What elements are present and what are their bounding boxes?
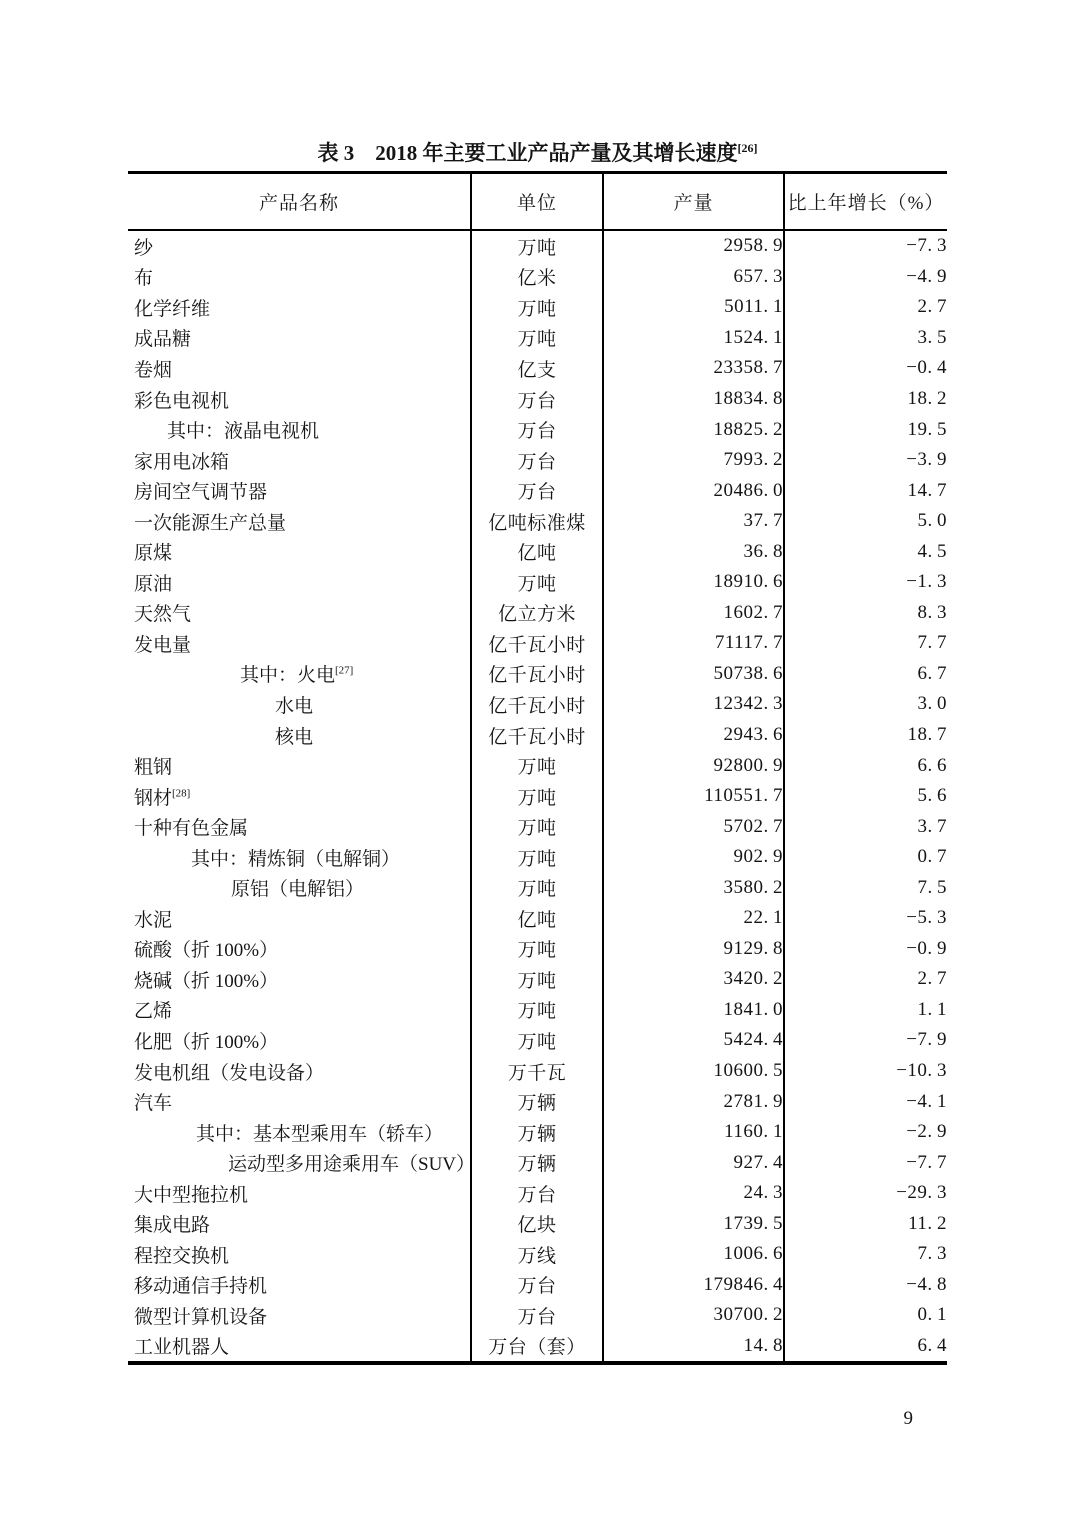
growth-cell: 19. 5 [907,418,947,440]
table-row [128,1056,947,1087]
growth-cell: 8. 3 [917,601,947,623]
unit-cell: 亿吨标准煤 [471,506,603,537]
header-product-name: 产品名称 [128,173,471,231]
table-row [128,1147,947,1178]
table-row [128,964,947,995]
product-name-cell [128,1239,471,1270]
output-cell: 7993. 2 [603,445,784,476]
output-cell: 18825. 2 [603,414,784,445]
product-name: 化学纤维 [134,298,211,320]
table-row [128,1025,947,1056]
growth-cell: 7. 5 [917,876,947,898]
product-name: 家用电冰箱 [134,451,230,473]
growth-cell: 3. 5 [917,326,947,348]
table-row [128,720,947,751]
product-name: 彩色电视机 [134,390,230,412]
product-name: 其中：基本型乘用车（轿车） [196,1123,444,1145]
table-row [128,842,947,873]
product-name-cell [128,689,471,720]
unit-cell: 万吨 [471,811,603,842]
product-name-cell [128,1056,471,1087]
unit-cell: 亿块 [471,1209,603,1240]
growth-cell: −4. 9 [906,265,947,287]
unit-cell: 万吨 [471,995,603,1026]
product-name: 汽车 [134,1093,173,1115]
output-cell: 902. 9 [603,842,784,873]
output-cell: 12342. 3 [603,689,784,720]
output-cell: 9129. 8 [603,934,784,965]
output-cell: 2943. 6 [603,720,784,751]
product-name-cell [128,414,471,445]
unit-cell: 万吨 [471,750,603,781]
unit-cell: 亿米 [471,262,603,293]
growth-cell: 0. 1 [917,1304,947,1326]
product-name: 大中型拖拉机 [134,1184,249,1206]
product-name: 集成电路 [134,1215,211,1237]
table-row [128,903,947,934]
product-name-cell [128,1147,476,1178]
growth-cell: 5. 0 [917,510,947,532]
growth-cell: 2. 7 [917,968,947,990]
product-name-cell [128,934,471,965]
table-row [128,323,947,354]
table-row [128,414,947,445]
unit-cell: 万辆 [471,1117,603,1148]
table-row [128,1086,947,1117]
table-row [128,995,947,1026]
header-growth: 比上年增长（%） [784,173,947,231]
growth-cell: −0. 9 [906,937,947,959]
output-cell: 2958. 9 [603,230,784,262]
product-name: 房间空气调节器 [134,482,268,504]
product-name: 程控交换机 [134,1245,230,1267]
unit-cell: 万吨 [471,567,603,598]
product-name-cell [128,1086,471,1117]
output-cell: 927. 4 [603,1147,784,1178]
output-cell: 1841. 0 [603,995,784,1026]
output-cell: 24. 3 [603,1178,784,1209]
growth-cell: 18. 7 [907,724,947,746]
table-row [128,536,947,567]
product-name: 原铝（电解铝） [231,879,365,901]
product-name: 核电 [275,726,314,748]
growth-cell: 6. 7 [917,662,947,684]
table-row [128,811,947,842]
unit-cell: 亿千瓦小时 [471,689,603,720]
unit-cell: 亿千瓦小时 [471,628,603,659]
product-name-cell [128,750,471,781]
growth-cell: 3. 0 [917,693,947,715]
output-cell: 1739. 5 [603,1209,784,1240]
unit-cell: 亿立方米 [471,598,603,629]
table-row [128,353,947,384]
growth-cell: 11. 2 [908,1212,947,1234]
product-name-cell [128,1270,471,1301]
page-number: 9 [903,1408,913,1429]
product-name-cell [128,964,471,995]
product-name: 移动通信手持机 [134,1276,268,1298]
growth-cell: 7. 3 [917,1243,947,1265]
product-name-cell [128,1178,471,1209]
product-name-cell [128,475,471,506]
product-name-cell [128,598,471,629]
product-name-cell [128,445,471,476]
product-name-cell [128,230,471,262]
growth-cell: −29. 3 [896,1182,947,1204]
output-cell: 71117. 7 [603,628,784,659]
product-name: 其中：液晶电视机 [167,421,320,443]
unit-cell: 万吨 [471,292,603,323]
header-output: 产量 [603,173,784,231]
product-name: 烧碱（折 100%） [134,970,279,992]
growth-cell: 6. 6 [917,754,947,776]
table-title [128,140,947,171]
product-name: 水电 [275,695,314,717]
growth-cell: 4. 5 [917,540,947,562]
product-name: 成品糖 [134,329,192,351]
product-name-cell [128,872,471,903]
product-name: 纱 [134,237,154,259]
product-name-cell [128,781,471,812]
table-row [128,1209,947,1240]
output-cell: 1006. 6 [603,1239,784,1270]
unit-cell: 万吨 [471,934,603,965]
output-cell: 18910. 6 [603,567,784,598]
growth-cell: −0. 4 [906,357,947,379]
table-row [128,934,947,965]
product-name: 其中：火电 [240,665,336,687]
product-name: 十种有色金属 [134,818,249,840]
table-row [128,1300,947,1331]
table-row [128,689,947,720]
output-cell: 37. 7 [603,506,784,537]
unit-cell: 万吨 [471,230,603,262]
unit-cell: 万台 [471,1300,603,1331]
product-name: 天然气 [134,604,192,626]
unit-cell: 万台 [471,1178,603,1209]
product-name-cell [128,262,471,293]
unit-cell: 万千瓦 [471,1056,603,1087]
unit-cell: 万台 [471,1270,603,1301]
product-name-cell [128,536,471,567]
output-cell: 36. 8 [603,536,784,567]
unit-cell: 万台（套） [471,1331,603,1364]
table-block [128,140,947,1365]
output-cell: 179846. 4 [603,1270,784,1301]
growth-cell: 3. 7 [917,815,947,837]
table-title-footnote-ref: [26] [737,141,758,155]
output-cell: 657. 3 [603,262,784,293]
table-row [128,659,947,690]
product-name-cell [128,292,471,323]
unit-cell: 万吨 [471,842,603,873]
growth-cell: 6. 4 [917,1334,947,1356]
unit-cell: 万吨 [471,872,603,903]
product-name: 乙烯 [134,1001,173,1023]
product-name: 化肥（折 100%） [134,1031,279,1053]
product-name-cell [128,659,471,690]
output-cell: 18834. 8 [603,384,784,415]
product-name: 工业机器人 [134,1337,230,1359]
unit-cell: 万台 [471,384,603,415]
unit-cell: 万台 [471,475,603,506]
unit-cell: 亿支 [471,353,603,384]
table-row [128,506,947,537]
table-row [128,628,947,659]
product-name-cell [128,1117,471,1148]
table-title-text: 表 3 2018 年主要工业产品产量及其增长速度 [317,141,738,165]
product-name-cell [128,323,471,354]
output-cell: 1524. 1 [603,323,784,354]
table-row [128,1331,947,1364]
unit-cell: 万辆 [471,1147,603,1178]
unit-cell: 亿千瓦小时 [471,720,603,751]
unit-cell: 万吨 [471,964,603,995]
growth-cell: −7. 7 [906,1151,947,1173]
unit-cell: 万辆 [471,1086,603,1117]
output-cell: 10600. 5 [603,1056,784,1087]
growth-cell: −5. 3 [906,907,947,929]
table-row [128,384,947,415]
product-footnote-ref: [27] [335,665,354,678]
table-row [128,262,947,293]
growth-cell: −4. 8 [906,1273,947,1295]
output-cell: 30700. 2 [603,1300,784,1331]
product-name: 布 [134,268,154,290]
product-name: 发电量 [134,634,192,656]
output-cell: 1602. 7 [603,598,784,629]
product-footnote-ref: [28] [172,787,191,800]
product-name-cell [128,628,471,659]
product-name-cell [128,567,471,598]
growth-cell: −2. 9 [906,1121,947,1143]
unit-cell: 亿吨 [471,903,603,934]
output-cell: 2781. 9 [603,1086,784,1117]
growth-cell: 14. 7 [907,479,947,501]
table-row [128,475,947,506]
unit-cell: 万吨 [471,1025,603,1056]
table-row [128,1117,947,1148]
product-name-cell [128,1300,471,1331]
unit-cell: 亿吨 [471,536,603,567]
table-row [128,781,947,812]
table-row [128,292,947,323]
output-cell: 5424. 4 [603,1025,784,1056]
product-name: 其中：精炼铜（电解铜） [191,848,401,870]
growth-cell: −7. 9 [906,1029,947,1051]
table-row [128,1239,947,1270]
product-name-cell [128,1025,471,1056]
header-row [128,173,947,231]
output-cell: 22. 1 [603,903,784,934]
growth-cell: 0. 7 [917,846,947,868]
output-cell: 5702. 7 [603,811,784,842]
product-name-cell [128,353,471,384]
product-name-cell [128,720,471,751]
table-row [128,872,947,903]
output-cell: 110551. 7 [603,781,784,812]
growth-cell: −3. 9 [906,449,947,471]
industrial-products-table [128,171,947,1365]
header-unit: 单位 [471,173,603,231]
product-name-cell [128,842,471,873]
growth-cell: 7. 7 [917,632,947,654]
output-cell: 1160. 1 [603,1117,784,1148]
product-name-cell [128,506,471,537]
output-cell: 20486. 0 [603,475,784,506]
product-name: 硫酸（折 100%） [134,940,279,962]
unit-cell: 亿千瓦小时 [471,659,603,690]
growth-cell: 1. 1 [917,998,947,1020]
output-cell: 92800. 9 [603,750,784,781]
output-cell: 5011. 1 [603,292,784,323]
product-name-cell [128,811,471,842]
table-row [128,230,947,262]
product-name: 微型计算机设备 [134,1306,268,1328]
product-name: 原煤 [134,543,173,565]
growth-cell: −7. 3 [906,235,947,257]
output-cell: 3580. 2 [603,872,784,903]
product-name: 水泥 [134,909,173,931]
output-cell: 3420. 2 [603,964,784,995]
growth-cell: −10. 3 [896,1060,947,1082]
output-cell: 23358. 7 [603,353,784,384]
product-name: 发电机组（发电设备） [134,1062,325,1084]
product-name-cell [128,384,471,415]
unit-cell: 万线 [471,1239,603,1270]
product-name: 一次能源生产总量 [134,512,287,534]
product-name: 钢材 [134,787,173,809]
growth-cell: 2. 7 [917,296,947,318]
product-name-cell [128,995,471,1026]
product-name: 卷烟 [134,359,173,381]
table-row [128,1270,947,1301]
output-cell: 14. 8 [603,1331,784,1364]
product-name: 运动型多用途乘用车（SUV） [228,1154,476,1176]
table-row [128,567,947,598]
unit-cell: 万台 [471,445,603,476]
table-row [128,750,947,781]
unit-cell: 万吨 [471,323,603,354]
output-cell: 50738. 6 [603,659,784,690]
product-name-cell [128,1331,471,1364]
unit-cell: 万台 [471,414,603,445]
product-name: 粗钢 [134,757,173,779]
growth-cell: 18. 2 [907,388,947,409]
table-row [128,1178,947,1209]
growth-cell: −1. 3 [906,571,947,593]
product-name: 原油 [134,573,173,595]
product-name-cell [128,1209,471,1240]
growth-cell: 5. 6 [917,785,947,807]
growth-cell: −4. 1 [906,1090,947,1112]
table-row [128,598,947,629]
unit-cell: 万吨 [471,781,603,812]
table-row [128,445,947,476]
product-name-cell [128,903,471,934]
